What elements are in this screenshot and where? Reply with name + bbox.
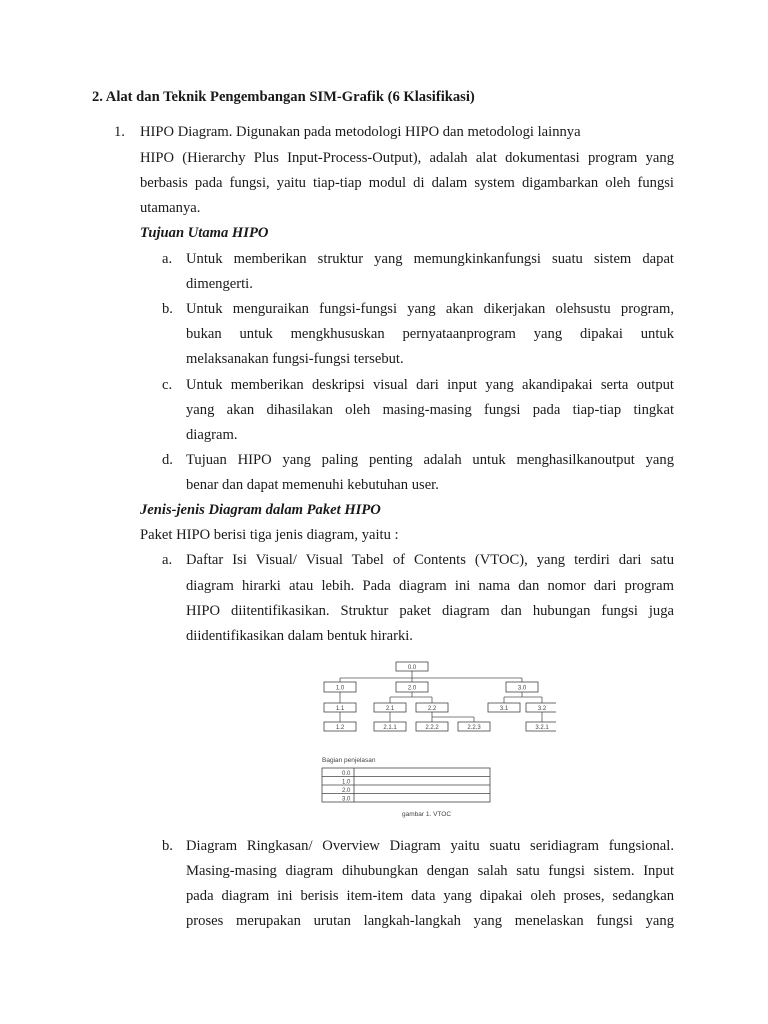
list-item-line: yang akan dihasilakan oleh masing-masing fungsi pada tiap-tiap tingkat — [186, 402, 674, 418]
vtoc-node-label: 2.2.2 — [425, 725, 439, 731]
vtoc-caption: gambar 1. VTOC — [402, 811, 452, 818]
vtoc-node-label: 1.2 — [335, 725, 345, 731]
list-item-line: Diagram Ringkasan/ Overview Diagram yaitu suatu seridiagram fungsional. — [186, 838, 674, 854]
list-marker: a. — [162, 552, 173, 568]
list-item-line: Untuk memberikan struktur yang memungkinkanfungsi suatu sistem dapat — [186, 251, 674, 267]
list-item-line: Tujuan HIPO yang paling penting adalah untuk menghasilkanoutput yang — [186, 452, 674, 468]
vtoc-node-label: 2.2.3 — [467, 725, 481, 731]
vtoc-node-label: 2.0 — [407, 685, 417, 692]
item-number: 1. — [114, 124, 125, 140]
vtoc-legend-title: Bagian penjelasan — [322, 757, 376, 764]
list-item-line: Untuk menguraikan fungsi-fungsi yang akan dikerjakan olehsustu program, — [186, 301, 674, 317]
list-item-line: diagram. — [186, 427, 238, 443]
vtoc-legend-row: 3.0 — [342, 796, 351, 803]
section-heading: 2. Alat dan Teknik Pengembangan SIM-Grafik (6 Klasifikasi) — [92, 89, 475, 105]
list-item-line: Daftar Isi Visual/ Visual Tabel of Contents (VTOC), yang terdiri dari satu — [186, 552, 674, 568]
vtoc-legend-row: 2.0 — [342, 788, 351, 794]
vtoc-legend-row: 1.0 — [342, 779, 351, 786]
vtoc-node-label: 2.1 — [385, 706, 395, 712]
paragraph-line: HIPO (Hierarchy Plus Input-Process-Output), adalah alat dokumentasi program yang — [140, 150, 674, 166]
list-marker: b. — [162, 301, 173, 317]
vtoc-node-label: 0.0 — [407, 665, 417, 671]
list-marker: c. — [162, 377, 173, 393]
subheading-jenis: Jenis-jenis Diagram dalam Paket HIPO — [140, 502, 381, 518]
list-marker: a. — [162, 251, 173, 267]
vtoc-figure — [316, 654, 549, 824]
paragraph-line: berbasis pada fungsi, yaitu tiap-tiap modul di dalam system digambarkan oleh fungsi — [140, 175, 674, 191]
list-item-line: Untuk memberikan deskripsi visual dari input yang akandipakai serta output — [186, 377, 674, 393]
vtoc-node-label: 3.0 — [517, 685, 527, 692]
list-item-line: HIPO diitentifikasikan. Struktur paket diagram dan hubungan fungsi juga — [186, 603, 674, 619]
list-item-line: diagram hirarki atau lebih. Pada diagram ini nama dan nomor dari program — [186, 578, 674, 594]
vtoc-node-label: 1.1 — [335, 706, 345, 712]
item-title: HIPO Diagram. Digunakan pada metodologi HIPO dan metodologi lainnya — [140, 124, 581, 140]
list-item-line: dimengerti. — [186, 276, 253, 292]
vtoc-diagram — [316, 654, 556, 824]
vtoc-node-label: 2.1.1 — [383, 725, 397, 731]
intro-line: Paket HIPO berisi tiga jenis diagram, yaitu : — [140, 527, 399, 543]
vtoc-node-label: 2.2 — [427, 706, 437, 712]
list-item-line: Masing-masing diagram dihubungkan dengan salah satu fungsi sistem. Input — [186, 863, 674, 879]
list-item-line: benar dan dapat memenuhi kebutuhan user. — [186, 477, 439, 493]
vtoc-node-label: 3.2.1 — [535, 725, 549, 731]
list-item-line: bukan untuk mengkhususkan pernyataanprogram yang dipakai untuk — [186, 326, 674, 342]
list-marker: b. — [162, 838, 173, 854]
vtoc-node-label: 1.0 — [335, 685, 345, 692]
subheading-tujuan: Tujuan Utama HIPO — [140, 225, 269, 241]
list-item-line: diidentifikasikan dalam bentuk hirarki. — [186, 628, 413, 644]
list-marker: d. — [162, 452, 173, 468]
list-item-line: melaksanakan fungsi-fungsi tersebut. — [186, 351, 404, 367]
vtoc-legend-row: 0.0 — [342, 771, 351, 777]
paragraph-line: utamanya. — [140, 200, 201, 216]
vtoc-node-label: 3.1 — [499, 706, 509, 712]
list-item-line: pada diagram ini berisis item-item data yang dipakai oleh proses, sedangkan — [186, 888, 674, 904]
list-item-line: proses merupakan urutan langkah-langkah yang menelaskan fungsi yang — [186, 913, 674, 929]
vtoc-node-label: 3.2 — [537, 706, 547, 712]
